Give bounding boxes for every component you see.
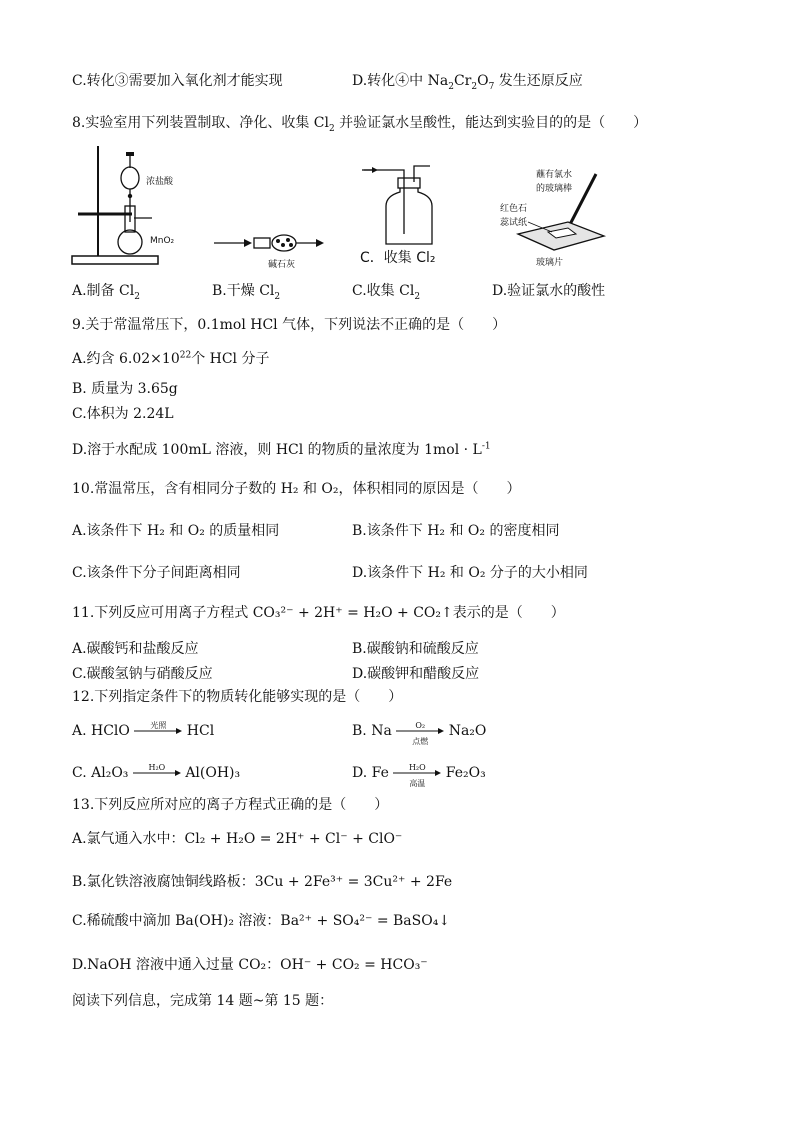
figure-a-apparatus bbox=[70, 144, 200, 268]
figure-a-label-mno2: MnO₂ bbox=[150, 236, 175, 246]
q10-option-a: A.该条件下 H₂ 和 O₂ 的质量相同 bbox=[72, 523, 280, 539]
q10-option-d: D.该条件下 H₂ 和 O₂ 分子的大小相同 bbox=[352, 565, 588, 581]
q8-option-c: C.收集 $Cl_2$ bbox=[352, 283, 421, 302]
figure-b-drying-tube bbox=[212, 232, 332, 254]
q10-option-c: C.该条件下分子间距离相同 bbox=[72, 565, 241, 581]
q7-option-c: C.转化③需要加入氧化剂才能实现 bbox=[72, 73, 283, 89]
figure-d-label-rod2: 的玻璃棒 bbox=[536, 184, 573, 194]
q13-option-b: B.氯化铁溶液腐蚀铜线路板：3Cu + 2Fe³⁺ = 3Cu²⁺ + 2Fe bbox=[72, 874, 453, 890]
reaction-arrow-icon: H₂O bbox=[133, 766, 181, 780]
figure-c-collection-bottle bbox=[360, 162, 436, 248]
q12-option-b: B. Na O₂ 点燃 Na₂O bbox=[352, 721, 487, 746]
q11-option-c: C.碳酸氢钠与硝酸反应 bbox=[72, 666, 213, 682]
figure-c-caption: C．收集 Cl₂ bbox=[360, 250, 436, 266]
figure-b-label: 碱石灰 bbox=[268, 260, 296, 270]
q8-stem: 8.实验室用下列装置制取、净化、收集 $Cl_2$ 并验证氯水呈酸性，能达到实验目的的是（ ） bbox=[72, 115, 648, 134]
q13-option-d: D.NaOH 溶液中通入过量 CO₂：OH⁻ + CO₂ = HCO₃⁻ bbox=[72, 957, 428, 973]
figure-d-label-rod1: 蘸有氯水 bbox=[536, 170, 573, 180]
figure-d-label-glass: 玻璃片 bbox=[536, 258, 564, 268]
reaction-arrow-icon: H₂O 高温 bbox=[393, 766, 441, 780]
reaction-arrow-icon: 光照 bbox=[134, 724, 182, 738]
q11-option-d: D.碳酸钾和醋酸反应 bbox=[352, 666, 480, 682]
q12-option-c: C. Al₂O₃ H₂O Al(OH)₃ bbox=[72, 763, 241, 781]
figure-a-label-acid: 浓盐酸 bbox=[146, 177, 174, 187]
q12-option-a: A. HClO 光照 HCl bbox=[72, 721, 215, 739]
q12-option-d: D. Fe H₂O 高温 Fe₂O₃ bbox=[352, 763, 486, 788]
q9-option-d: D.溶于水配成 100mL 溶液，则 HCl 的物质的量浓度为 $1mol \cdot L^{-1}$ bbox=[72, 441, 491, 458]
reading-instruction: 阅读下列信息，完成第 14 题~第 15 题： bbox=[72, 993, 334, 1009]
q9-option-c: C.体积为 2.24L bbox=[72, 406, 174, 422]
q12-stem: 12.下列指定条件下的物质转化能够实现的是（ ） bbox=[72, 689, 403, 705]
reaction-arrow-icon: O₂ 点燃 bbox=[396, 724, 444, 738]
q13-stem: 13.下列反应所对应的离子方程式正确的是（ ） bbox=[72, 797, 389, 813]
figure-d-label-paper2: 蕊试纸 bbox=[500, 218, 528, 228]
q13-option-c: C.稀硫酸中滴加 Ba(OH)₂ 溶液：Ba²⁺ + SO₄²⁻ = BaSO₄↓ bbox=[72, 913, 451, 929]
q7-option-d: D.转化④中 $Na_2Cr_2O_7$ 发生还原反应 bbox=[352, 73, 583, 92]
q11-stem: 11.下列反应可用离子方程式 CO₃²⁻ + 2H⁺ = H₂O + CO₂↑表示的是（ ） bbox=[72, 605, 565, 621]
q10-stem: 10.常温常压，含有相同分子数的 H₂ 和 O₂，体积相同的原因是（ ） bbox=[72, 481, 521, 497]
q8-option-b: B.干燥 $Cl_2$ bbox=[212, 283, 281, 302]
q10-option-b: B.该条件下 H₂ 和 O₂ 的密度相同 bbox=[352, 523, 560, 539]
q13-option-a: A.氯气通入水中：Cl₂ + H₂O = 2H⁺ + Cl⁻ + ClO⁻ bbox=[72, 831, 403, 847]
q11-option-a: A.碳酸钙和盐酸反应 bbox=[72, 641, 199, 657]
q8-option-a: A.制备 $Cl_2$ bbox=[72, 283, 140, 302]
q8-option-d: D.验证氯水的酸性 bbox=[492, 283, 606, 299]
q9-option-b: B. 质量为 3.65g bbox=[72, 381, 178, 397]
q11-option-b: B.碳酸钠和硫酸反应 bbox=[352, 641, 479, 657]
figure-d-label-paper1: 红色石 bbox=[500, 204, 528, 214]
q9-option-a: A.约含 $6.02\times 10^{22}$个 HCl 分子 bbox=[72, 350, 270, 367]
q9-stem: 9.关于常温常压下，0.1mol HCl 气体，下列说法不正确的是（ ） bbox=[72, 317, 507, 333]
